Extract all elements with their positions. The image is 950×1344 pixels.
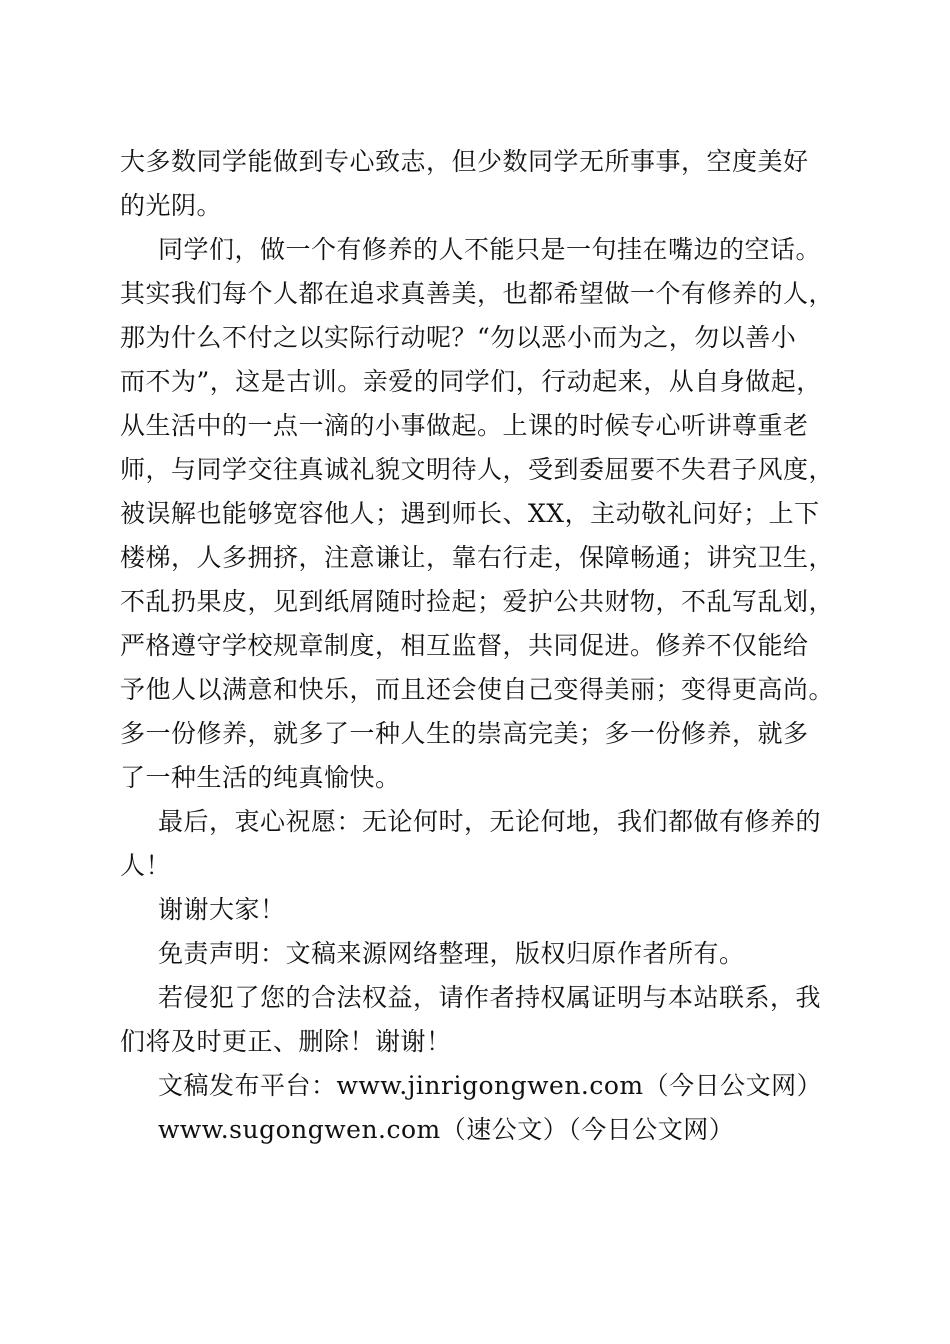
paragraph-site-name — [120, 1108, 840, 1152]
text-line: 人！ — [120, 851, 172, 880]
text-line: 其实我们每个人都在追求真善美，也都希望做一个有修养的人， — [120, 279, 835, 308]
text-line: 们将及时更正、删除！谢谢！ — [120, 1027, 452, 1056]
text-line: www.sugongwen.com（速公文）（今日公文网） — [158, 1115, 735, 1144]
text-line: 那为什么不付之以实际行动呢？“勿以恶小而为之，勿以善小 — [120, 323, 797, 352]
paragraph-thanks — [120, 888, 840, 932]
text-line: 不乱扔果皮，见到纸屑随时捡起；爱护公共财物，不乱写乱划， — [120, 587, 835, 616]
text-line: 谢谢大家！ — [158, 895, 286, 924]
text-line: 从生活中的一点一滴的小事做起。上课的时候专心听讲尊重老 — [120, 411, 809, 440]
text-line: 若侵犯了您的合法权益，请作者持权属证明与本站联系，我 — [158, 983, 822, 1012]
text-line: 予他人以满意和快乐，而且还会使自己变得美丽；变得更高尚。 — [120, 675, 835, 704]
paragraph-continuation — [120, 140, 840, 228]
text-line: 的光阴。 — [120, 191, 223, 220]
text-line: 楼梯，人多拥挤，注意谦让，靠右行走，保障畅通；讲究卫生， — [120, 543, 835, 572]
paragraph-publish-platform — [120, 1064, 840, 1108]
text-line: 被误解也能够宽容他人；遇到师长、XX，主动敬礼问好；上下 — [120, 499, 820, 528]
paragraph-self-cultivation — [120, 228, 840, 800]
text-line: 了一种生活的纯真愉快。 — [120, 763, 401, 792]
text-line: 多一份修养，就多了一种人生的崇高完美；多一份修养，就多 — [120, 719, 809, 748]
text-line: 文稿发布平台：www.jinrigongwen.com（今日公文网） — [158, 1071, 823, 1100]
text-line: 而不为”，这是古训。亲爱的同学们，行动起来，从自身做起， — [120, 367, 822, 396]
paragraph-disclaimer — [120, 932, 840, 976]
text-line: 同学们，做一个有修养的人不能只是一句挂在嘴边的空话。 — [158, 235, 822, 264]
text-line: 最后，衷心祝愿：无论何时，无论何地，我们都做有修养的 — [158, 807, 822, 836]
document-page — [120, 140, 840, 1152]
text-line: 师，与同学交往真诚礼貌文明待人，受到委屈要不失君子风度， — [120, 455, 835, 484]
text-line: 严格遵守学校规章制度，相互监督，共同促进。修养不仅能给 — [120, 631, 809, 660]
text-line: 免责声明：文稿来源网络整理，版权归原作者所有。 — [158, 939, 745, 968]
paragraph-closing-wish — [120, 800, 840, 888]
text-line: 大多数同学能做到专心致志，但少数同学无所事事，空度美好 — [120, 147, 809, 176]
paragraph-infringement-notice — [120, 976, 840, 1064]
